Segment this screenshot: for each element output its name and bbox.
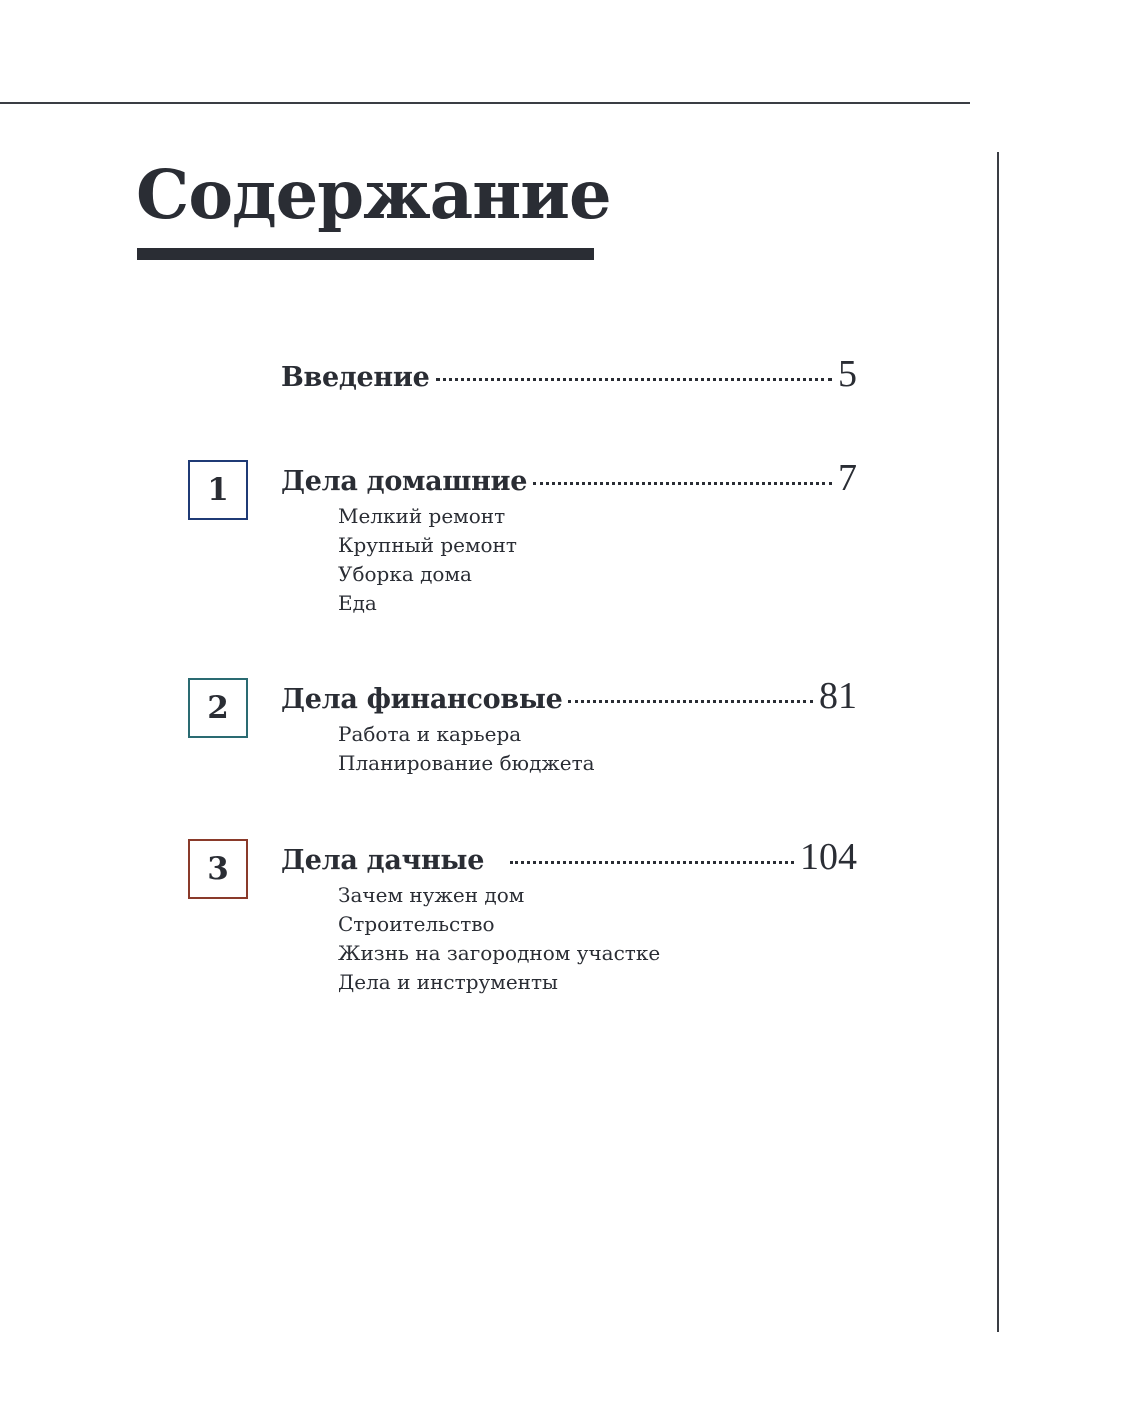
toc-entry-chapter-2[interactable] <box>281 674 857 718</box>
toc-entry-label: Дела дачные <box>281 845 485 876</box>
toc-subitem[interactable]: Крупный ремонт <box>338 533 517 557</box>
toc-entry-label: Дела финансовые <box>281 684 563 715</box>
toc-entry-label: Введение <box>281 362 430 393</box>
toc-entry-chapter-3[interactable] <box>281 835 857 879</box>
toc-subitem[interactable]: Дела и инструменты <box>338 970 558 994</box>
toc-entry-label: Дела домашние <box>281 466 528 497</box>
toc-entry-intro[interactable] <box>281 352 857 396</box>
page-title: Содержание <box>136 155 611 234</box>
toc-subitem[interactable]: Строительство <box>338 912 495 936</box>
toc-entry-page: 81 <box>819 675 857 717</box>
chapter-subitems-list <box>338 881 660 997</box>
toc-entry-chapter-1[interactable] <box>281 456 857 500</box>
toc-subitem[interactable]: Еда <box>338 591 377 615</box>
toc-subitem[interactable]: Планирование бюджета <box>338 751 595 775</box>
toc-subitem[interactable]: Зачем нужен дом <box>338 883 525 907</box>
chapter-number-box: 2 <box>188 678 248 738</box>
dot-leader <box>510 861 794 864</box>
toc-subitem[interactable]: Работа и карьера <box>338 722 522 746</box>
chapter-number-box: 1 <box>188 460 248 520</box>
dot-leader <box>436 378 833 381</box>
chapter-subitems-list <box>338 720 595 778</box>
dot-leader <box>533 482 832 485</box>
side-rule <box>997 152 999 1332</box>
top-rule <box>0 102 970 104</box>
title-underline <box>137 248 594 260</box>
toc-subitem[interactable]: Уборка дома <box>338 562 472 586</box>
toc-entry-page: 104 <box>800 836 857 878</box>
toc-subitem[interactable]: Жизнь на загородном участке <box>338 941 661 965</box>
dot-leader <box>568 700 813 703</box>
toc-entry-page: 5 <box>838 353 857 395</box>
chapter-subitems-list <box>338 502 517 618</box>
toc-subitem[interactable]: Мелкий ремонт <box>338 504 506 528</box>
chapter-number-box: 3 <box>188 839 248 899</box>
toc-entry-page: 7 <box>838 457 857 499</box>
